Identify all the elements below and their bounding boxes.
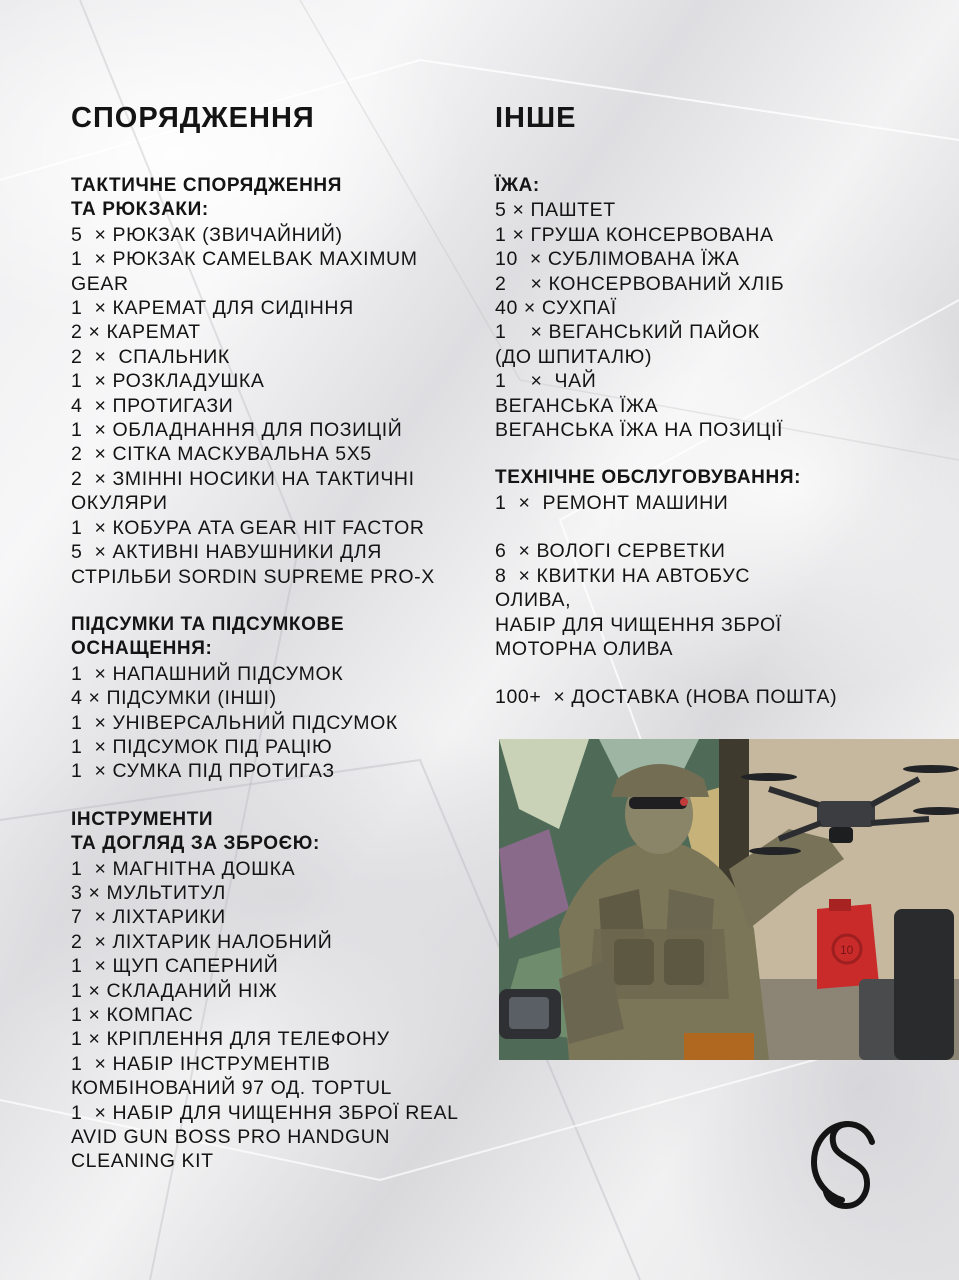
- can-label: 10: [840, 943, 854, 957]
- list-item: 5 × РЮКЗАК (ЗВИЧАЙНИЙ): [71, 223, 343, 246]
- list-item: 1 × ЧАЙ: [495, 370, 597, 393]
- delivery-list: [495, 685, 935, 709]
- tactical-gear-section: [71, 174, 471, 589]
- list-item: 1 × ПІДСУМОК ПІД РАЦІЮ: [71, 735, 333, 758]
- list-item: ВЕГАНСЬКА ЇЖА: [495, 394, 659, 417]
- list-item: 2 × СПАЛЬНИК: [71, 345, 230, 368]
- section-title: ПІДСУМКИ ТА ПІДСУМКОВЕ ОСНАЩЕННЯ:: [71, 613, 345, 660]
- list-item: 2 × КОНСЕРВОВАНИЙ ХЛІБ: [495, 272, 785, 295]
- list-item: 40 × СУХПАЇ: [495, 297, 617, 320]
- list-item: 5 × ПАШТЕТ: [495, 199, 616, 222]
- list-item: 2 × КАРЕМАТ: [71, 321, 201, 344]
- delivery-item: 100+ × ДОСТАВКА (НОВА ПОШТА): [495, 686, 838, 709]
- soldier-drone-photo: [499, 739, 959, 1060]
- list-item: 6 × ВОЛОГІ СЕРВЕТКИ: [495, 540, 726, 563]
- list-item: 1 × ГРУША КОНСЕРВОВАНА: [495, 223, 774, 246]
- list-item: 1 × РОЗКЛАДУШКА: [71, 370, 265, 393]
- list-item: 8 × КВИТКИ НА АВТОБУС: [495, 564, 751, 587]
- list-item: МОТОРНА ОЛИВА: [495, 637, 674, 660]
- list-item: 4 × ПРОТИГАЗИ: [71, 394, 234, 417]
- misc-section: [495, 539, 935, 661]
- list-item: 1 × СКЛАДАНИЙ НІЖ: [71, 979, 278, 1002]
- list-item: 5 × АКТИВНІ НАВУШНИКИ ДЛЯ СТРІЛЬБИ SORDIN SUPREME PRO-X: [71, 541, 435, 588]
- photo-illustration: [499, 739, 959, 1060]
- section-title: ТЕХНІЧНЕ ОБСЛУГОВУВАННЯ:: [495, 467, 801, 489]
- list-item: 2 × ЗМІННІ НОСИКИ НА ТАКТИЧНІ ОКУЛЯРИ: [71, 467, 421, 515]
- list-item: 1 × ЩУП САПЕРНИЙ: [71, 955, 279, 978]
- list-item: 10 × СУБЛІМОВАНА ЇЖА: [495, 248, 740, 271]
- list-item: ОЛИВА,: [495, 589, 572, 612]
- section-title: ІНСТРУМЕНТИ ТА ДОГЛЯД ЗА ЗБРОЄЮ:: [71, 808, 320, 855]
- equipment-column: [71, 98, 471, 1198]
- list-item: НАБІР ДЛЯ ЧИЩЕННЯ ЗБРОЇ: [495, 613, 782, 636]
- list-item: 1 × НАБІР ДЛЯ ЧИЩЕННЯ ЗБРОЇ REAL AVID GUN BOSS PRO HANDGUN CLEANING KIT: [71, 1101, 463, 1173]
- list-item: 1 × МАГНІТНА ДОШКА: [71, 857, 296, 880]
- list-item: ВЕГАНСЬКА ЇЖА НА ПОЗИЦІЇ: [495, 419, 784, 442]
- brand-logo: [808, 1120, 886, 1212]
- other-heading: ІНШЕ: [495, 102, 577, 134]
- list-item: 1 × УНІВЕРСАЛЬНИЙ ПІДСУМОК: [71, 711, 398, 734]
- equipment-heading: СПОРЯДЖЕННЯ: [71, 102, 315, 134]
- list-item: 1 × НАПАШНИЙ ПІДСУМОК: [71, 662, 344, 685]
- list-item: 1 × СУМКА ПІД ПРОТИГАЗ: [71, 760, 335, 783]
- list-item: 7 × ЛІХТАРИКИ: [71, 906, 226, 929]
- list-item: 3 × МУЛЬТИТУЛ: [71, 881, 226, 904]
- other-column: [495, 98, 935, 710]
- pouches-section: [71, 613, 471, 784]
- list-item: 1 × КАРЕМАТ ДЛЯ СИДІННЯ: [71, 297, 354, 320]
- list-item: 1 × КОМПАС: [71, 1004, 194, 1026]
- list-item: 1 × КРІПЛЕННЯ ДЛЯ ТЕЛЕФОНУ: [71, 1028, 390, 1051]
- list-item: 2 × СІТКА МАСКУВАЛЬНА 5Х5: [71, 443, 372, 466]
- section-title: ЇЖА:: [495, 175, 540, 196]
- list-item: 1 × НАБІР ІНСТРУМЕНТІВ КОМБІНОВАНИЙ 97 ОД. TOPTUL: [71, 1052, 392, 1100]
- list-item: 1 × РЮКЗАК CAMELBAK MAXIMUM GEAR: [71, 248, 424, 295]
- list-item: 1 × РЕМОНТ МАШИНИ: [495, 491, 729, 514]
- maintenance-section: [495, 466, 935, 515]
- list-item: 2 × ЛІХТАРИК НАЛОБНИЙ: [71, 930, 333, 953]
- list-item: 1 × ВЕГАНСЬКИЙ ПАЙОК (ДО ШПИТАЛЮ): [495, 321, 766, 368]
- section-title: ТАКТИЧНЕ СПОРЯДЖЕННЯ ТА РЮКЗАКИ:: [71, 175, 342, 221]
- list-item: 1 × КОБУРА ATA GEAR HIT FACTOR: [71, 516, 425, 539]
- fuel-can-icon: [817, 899, 879, 989]
- list-item: 1 × ОБЛАДНАННЯ ДЛЯ ПОЗИЦІЙ: [71, 419, 403, 442]
- tools-section: [71, 808, 471, 1174]
- list-item: 4 × ПІДСУМКИ (ІНШІ): [71, 687, 277, 710]
- food-section: [495, 174, 935, 442]
